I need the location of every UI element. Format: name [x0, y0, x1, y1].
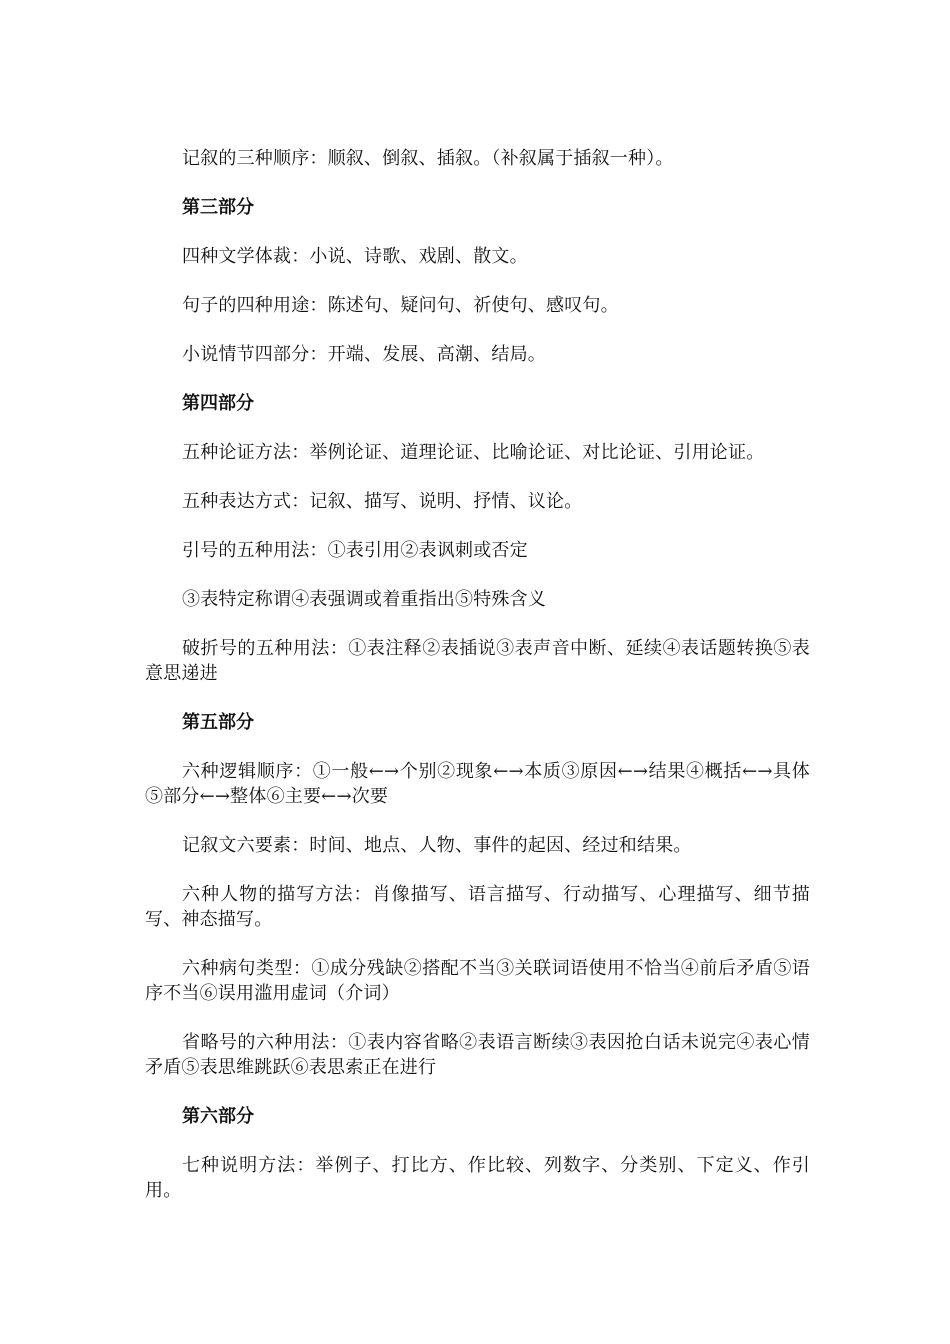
paragraph-narrative-elements: 记叙文六要素：时间、地点、人物、事件的起因、经过和结果。 — [182, 835, 692, 856]
paragraph-sentence-uses: 句子的四种用途：陈述句、疑问句、祈使句、感叹句。 — [182, 295, 619, 316]
paragraph-explanation-methods: 七种说明方法：举例子、打比方、作比较、列数字、分类别、下定义、作引用。 — [145, 1155, 810, 1201]
paragraph-plot-parts: 小说情节四部分：开端、发展、高潮、结局。 — [182, 344, 546, 365]
document-page — [145, 146, 810, 1227]
section-heading-part-6: 第六部分 — [182, 1106, 254, 1127]
paragraph-character-description: 六种人物的描写方法：肖像描写、语言描写、行动描写、心理描写、细节描写、神态描写。 — [145, 884, 810, 930]
paragraph-narrative-order: 记叙的三种顺序：顺叙、倒叙、插叙。（补叙属于插叙一种）。 — [182, 148, 674, 169]
paragraph-quote-mark-uses-1: 引号的五种用法：①表引用②表讽刺或否定 — [182, 540, 528, 561]
paragraph-dash-uses: 破折号的五种用法：①表注释②表插说③表声音中断、延续④表话题转换⑤表意思递进 — [145, 638, 810, 684]
paragraph-ellipsis-uses: 省略号的六种用法：①表内容省略②表语言断续③表因抢白话未说完④表心情矛盾⑤表思维跳跃⑥表思索正在进行 — [145, 1032, 810, 1078]
section-heading-part-5: 第五部分 — [182, 712, 254, 733]
paragraph-faulty-sentence-types: 六种病句类型：①成分残缺②搭配不当③关联词语使用不恰当④前后矛盾⑤语序不当⑥误用滥用虚词（介词） — [145, 958, 810, 1004]
paragraph-quote-mark-uses-2: ③表特定称谓④表强调或着重指出⑤特殊含义 — [182, 589, 546, 610]
paragraph-expression-modes: 五种表达方式：记叙、描写、说明、抒情、议论。 — [182, 491, 583, 512]
paragraph-argument-methods: 五种论证方法：举例论证、道理论证、比喻论证、对比论证、引用论证。 — [182, 442, 765, 463]
paragraph-logical-orders: 六种逻辑顺序：①一般←→个别②现象←→本质③原因←→结果④概括←→具体⑤部分←→整体⑥主要←→次要 — [145, 761, 810, 807]
section-heading-part-3: 第三部分 — [182, 197, 254, 218]
paragraph-literary-genres: 四种文学体裁：小说、诗歌、戏剧、散文。 — [182, 246, 528, 267]
section-heading-part-4: 第四部分 — [182, 393, 254, 414]
